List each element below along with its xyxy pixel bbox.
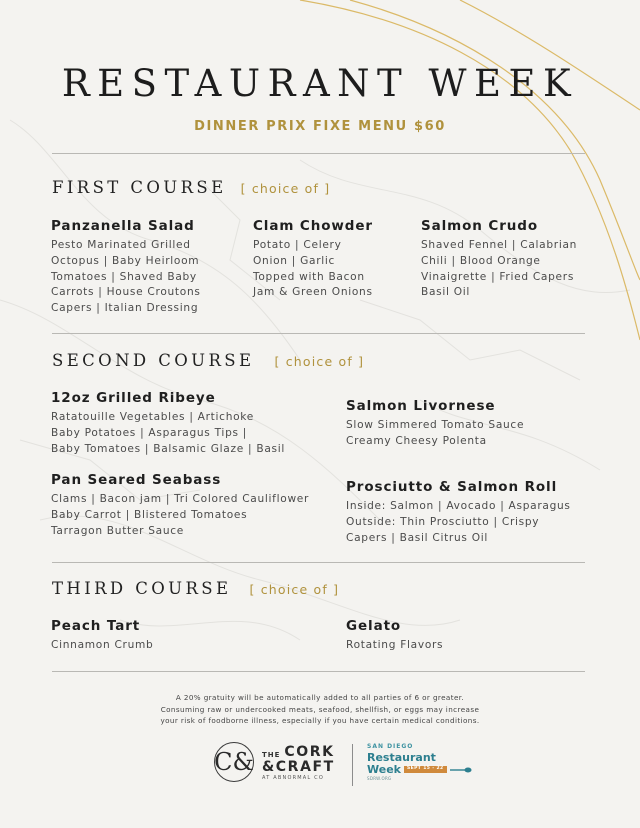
divider [52,562,585,563]
divider [52,671,585,672]
course-title: FIRST COURSE [52,178,227,197]
logo-divider [352,744,353,786]
dish-name: 12oz Grilled Ribeye [51,390,216,406]
dish-pan-seared-seabass [51,471,309,539]
dish-name: Salmon Livornese [346,398,496,414]
dish-description: Inside: Salmon | Avocado | Asparagus Outside: Thin Prosciutto | Crispy Capers | Basil Citrus Oil [346,500,571,544]
second-course-heading [52,351,364,370]
cork-and-craft-logo [214,742,335,782]
dish-clam-chowder [253,217,373,301]
san-diego-restaurant-week-logo: SAN DIEGO Restaurant Week SEPT 15 - 22 SDRW.ORG [367,744,472,781]
dish-name: Clam Chowder [253,218,373,234]
course-choice: [ choice of ] [240,181,331,196]
course-choice: [ choice of ] [249,582,340,597]
dish-salmon-crudo [421,217,577,301]
cork-and-craft-wordmark: THE CORK &CRAFT AT ABNORMAL CO [262,743,335,781]
dish-description: Ratatouille Vegetables | Artichoke Baby Potatoes | Asparagus Tips | Baby Tomatoes | Balsamic Glaze | Basil [51,411,286,455]
dish-panzanella-salad [51,217,201,317]
dish-salmon-livornese [346,397,524,450]
menu-subtitle: DINNER PRIX FIXE MENU $60 [194,119,446,134]
first-course-heading [52,178,330,197]
dish-description: Slow Simmered Tomato Sauce Creamy Cheesy Polenta [346,419,525,447]
page-title: RESTAURANT WEEK [61,62,579,105]
dish-description: Potato | Celery Onion | Garlic Topped with Bacon Jam & Green Onions [253,239,373,299]
dish-name: Gelato [346,618,402,634]
dish-description: Rotating Flavors [346,639,444,651]
dish-name: Pan Seared Seabass [51,472,222,488]
dish-peach-tart [51,617,153,654]
dish-name: Panzanella Salad [51,218,195,234]
course-title: SECOND COURSE [52,351,255,370]
cork-and-craft-mark-icon: C& [214,742,254,782]
dish-name: Salmon Crudo [421,218,539,234]
dish-description: Shaved Fennel | Calabrian Chili | Blood Orange Vinaigrette | Fried Capers Basil Oil [421,239,578,299]
spoon-icon [450,766,472,774]
dish-prosciutto-salmon-roll [346,478,571,546]
dish-gelato [346,617,443,654]
course-title: THIRD COURSE [52,579,232,598]
dish-description: Cinnamon Crumb [51,639,154,651]
dish-description: Clams | Bacon jam | Tri Colored Cauliflower Baby Carrot | Blistered Tomatoes Tarragon Butter Sauce [51,493,310,537]
dish-description: Pesto Marinated Grilled Octopus | Baby Heirloom Tomatoes | Shaved Baby Carrots | House Croutons Capers | Italian Dressing [51,239,201,315]
dish-name: Prosciutto & Salmon Roll [346,479,558,495]
divider [52,333,585,334]
course-choice: [ choice of ] [274,354,365,369]
divider [52,153,585,154]
dish-name: Peach Tart [51,618,141,634]
disclaimer-text: A 20% gratuity will be automatically added to all parties of 6 or greater. Consuming raw or undercooked meats, seafood, shellfish, or eggs may increase your risk of foodborne illness, especially if you have certain medical conditions. [160,693,480,726]
third-course-heading [52,579,339,598]
dish-grilled-ribeye [51,389,285,457]
